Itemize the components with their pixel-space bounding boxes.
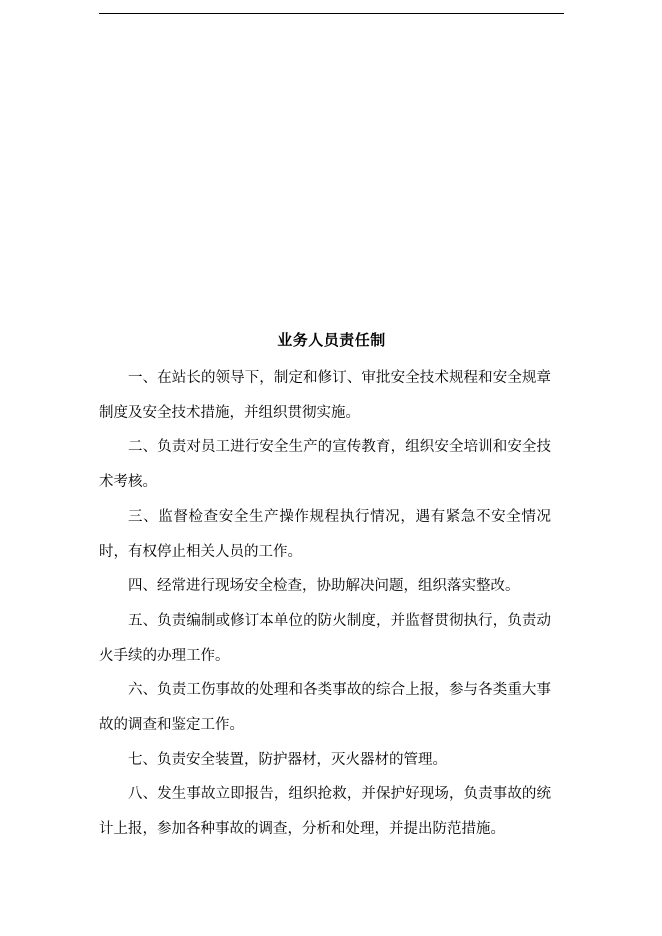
paragraph-3: 三、监督检查安全生产操作规程执行情况，遇有紧急不安全情况时，有权停止相关人员的工作。 [99,508,551,560]
paragraph-1: 一、在站长的领导下，制定和修订、审批安全技术规程和安全规章制度及安全技术措施，并组织贯彻实施。 [99,370,551,421]
paragraph-5: 五、负责编制或修订本单位的防火制度，并监督贯彻执行，负责动火手续的办理工作。 [99,612,551,664]
paragraph-8: 八、发生事故立即报告，组织抢救，并保护好现场，负责事故的统计上报，参加各种事故的调查，分析和处理，并提出防范措施。 [99,786,551,838]
paragraph-7: 七、负责安全装置，防护器材，灭火器材的管理。 [128,751,447,768]
paragraph-6: 六、负责工伤事故的处理和各类事故的综合上报，参与各类重大事故的调查和鉴定工作。 [99,682,551,734]
document-title: 业务人员责任制 [277,331,386,349]
header-rule [99,13,564,14]
document-body [99,361,551,847]
paragraph-2: 二、负责对员工进行安全生产的宣传教育，组织安全培训和安全技术考核。 [99,439,551,491]
paragraph-4: 四、经常进行现场安全检查，协助解决问题，组织落实整改。 [128,578,520,595]
